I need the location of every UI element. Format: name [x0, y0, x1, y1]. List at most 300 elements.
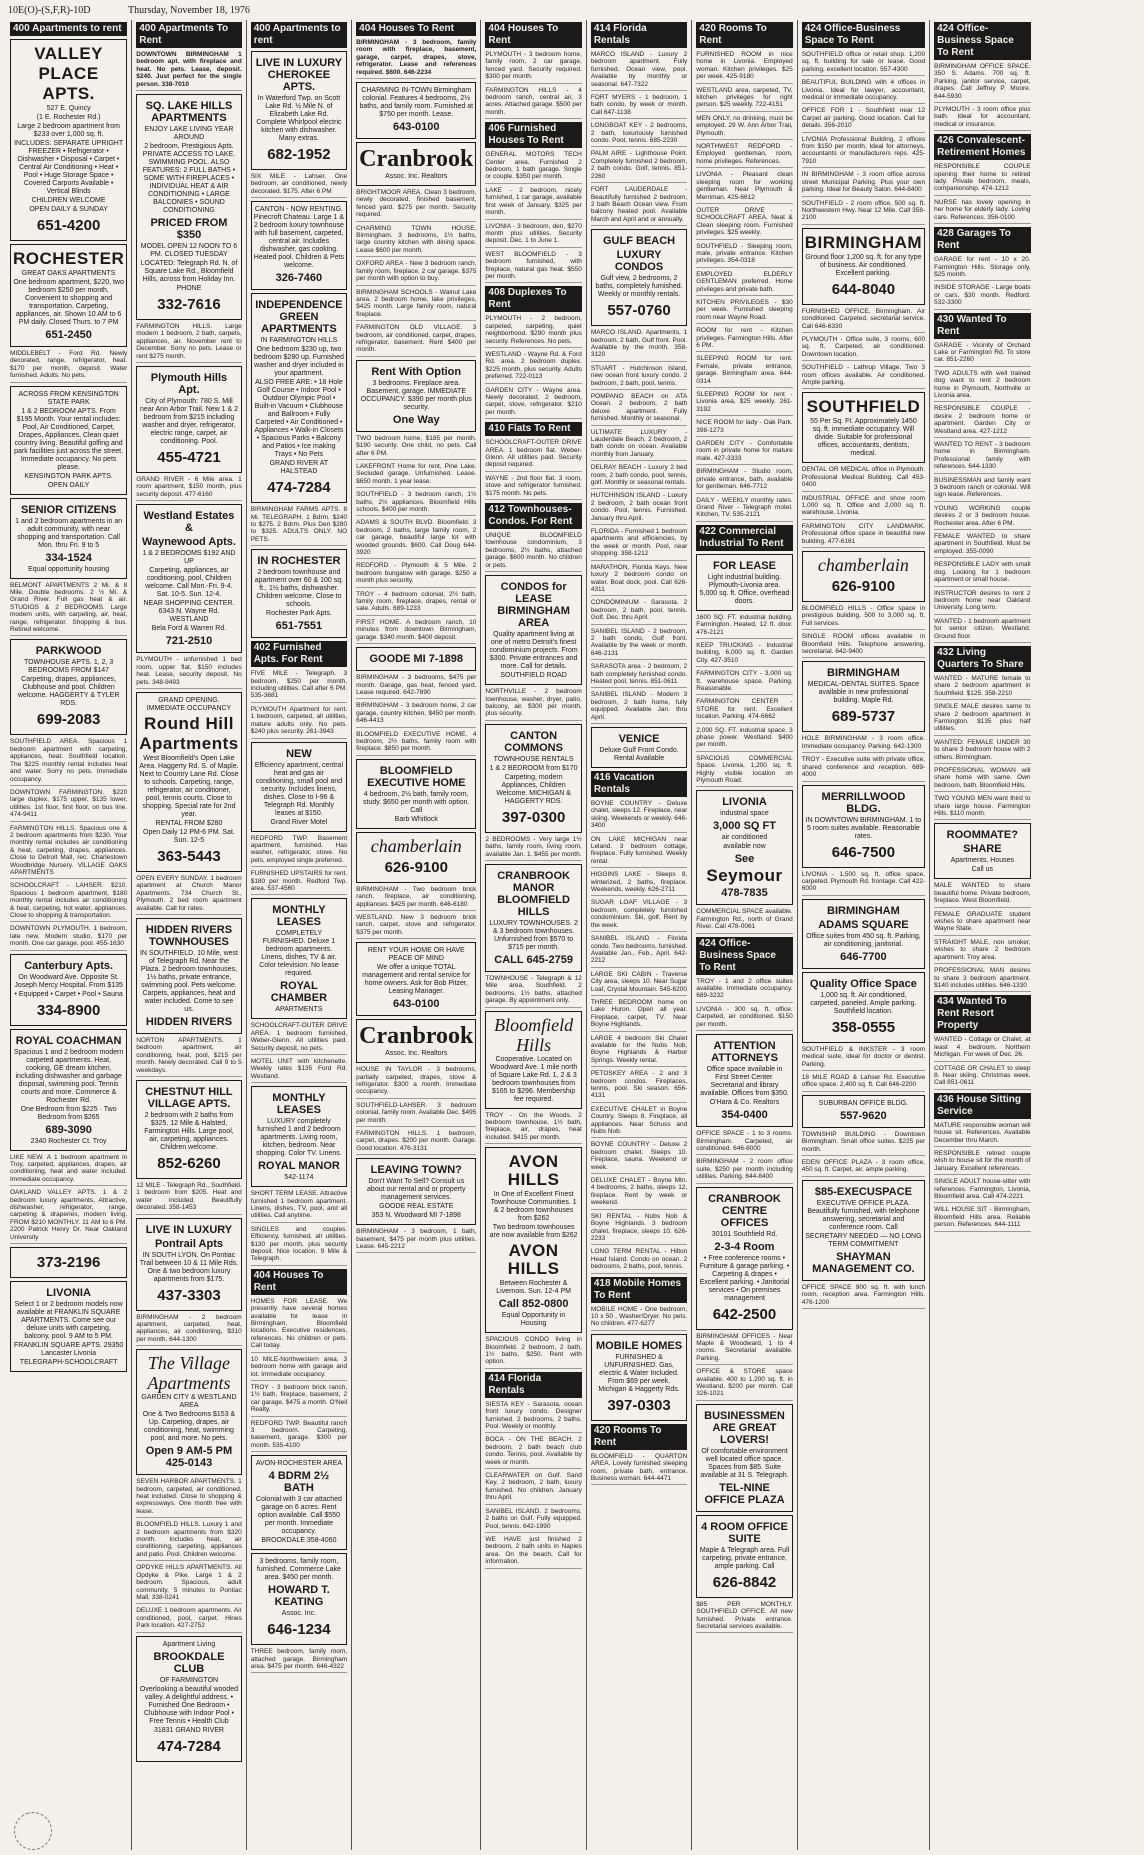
classified-ad: SCHOOLCRAFT - LAHSER. $210. Spacious 1 bedroom apartment, $180 monthly rental includes air conditioning & heat, carpeting, hot water, appliances. Close to shopping & transportation. [10, 882, 127, 922]
ad-line: 1 & 2 BEDROOM from $170 [489, 764, 578, 772]
classified-ad: OFFICE SPACE - 1 to 3 rooms. Birmingham. Carpeted, air conditioned. 646-8000 [696, 1130, 792, 1155]
classified-ad: RESPONSIBLE retired couple wish to house sit for the month of January. Excellent references. [934, 1150, 1030, 1175]
ad-line: Deluxe Gulf Front Condo. Rental Available [599, 747, 679, 762]
classified-ad: NORTHVILLE - 2 bedroom townhouse, washer, dryer, patio, balcony, air. $300 per month, plus security. [485, 688, 581, 721]
category-header: 420 Rooms To Rent [696, 22, 792, 48]
ad-line: Open Daily 12 PM-6 PM. Sat. Sun. 12-5 [143, 828, 235, 844]
classified-ad: FARMINGTON HILLS. 1 bedroom, carpet, drapes. $200 per month. Garage. Good location. 476-3131 [356, 1130, 476, 1155]
classified-ad: KEEP TRUCKING - Industrial building, 6,000 sq. ft. Garden City. 427-3510 [696, 642, 792, 667]
display-ad [251, 293, 347, 503]
column-1 [6, 20, 131, 1850]
ad-line: Quality Office Space [809, 977, 917, 990]
classified-ad: OXFORD AREA - New 3 bedroom ranch, family room, fireplace, 2 car garage. $375 per month with option to buy. [356, 260, 476, 285]
classified-ad: EMPLOYED ELDERLY GENTLEMAN preferred. Home privileges and private bath. [696, 271, 792, 296]
ad-phone: 474-7284 [267, 479, 331, 497]
category-header: 414 Florida Rentals [485, 1372, 581, 1398]
ad-line: SOUTHFIELD [806, 397, 921, 417]
classified-ad: SANIBEL ISLAND. 2 bedrooms, 2 baths on Gulf. Fully equipped. Pool, tennis. 642-1990 [485, 1508, 581, 1533]
classified-ad: LIVONIA - 300 sq. ft. office. Carpeted, air conditioned. $150 per month. [696, 1006, 792, 1031]
ad-phone: 397-0300 [501, 808, 566, 826]
ad-line: AVON HILLS [507, 1152, 560, 1190]
ad-line: • Free conference rooms • Furniture & garage parking. • Carpeting & drapes • Excellent parking. • Janitorial services • On premises management [699, 1254, 790, 1302]
display-ad [10, 639, 127, 735]
ad-line: ATTENTION ATTORNEYS [711, 1040, 778, 1065]
classified-ad: SARASOTA area - 2 bedroom, 2 bath completely furnished condo. Heated pool, tennis. 851-0611 [591, 663, 687, 688]
classified-ad: CONDOMINIUM - Sarasota. 2 bedroom, 2 bath, pool, tennis. Golf. Dec. thru April. [591, 599, 687, 624]
ad-line: SHAYMAN MANAGEMENT CO. [812, 1250, 915, 1275]
classified-ad: RESPONSIBLE LADY with small dog. Looking for 1 bedroom apartment or small house. [934, 561, 1030, 586]
ad-line: VALLEY [34, 44, 104, 63]
ad-line: Select 1 or 2 bedroom models now available at FRANKLIN SQUARE APARTMENTS. Come see our deluxe units with carpeting, balcony, pool. 9 AM to 5 PM. [14, 1301, 123, 1341]
ad-line: 646-7700 [840, 950, 887, 963]
classified-ad: DAILY - WEEKLY monthly rates. Grand River - Telegraph motel. Kitchen, TV. 535-2121 [696, 497, 792, 522]
ad-line: Maple & Telegraph area. Full carpeting, private entrance, ample parking. Call [699, 1546, 790, 1570]
ad-line: CRANBROOK CENTRE OFFICES [708, 1192, 781, 1229]
ad-line: RENT YOUR HOME OR HAVE PEACE OF MIND [367, 947, 465, 963]
ad-line: BLOOMFIELD EXECUTIVE HOME [367, 764, 466, 789]
classified-ad: REDFORD TWP. Basement apartment, furnished. Has washer, refrigerator, stove. No pets, employed single preferred. [251, 835, 347, 868]
ad-line: ROCHESTER [13, 249, 125, 268]
classified-ad: HOMES FOR LEASE. We presently have several homes available for lease in Birmingham, Bloomfield locations. Executive residences, references. No children or pets. Call today. [251, 1298, 347, 1353]
classified-ad: TWO YOUNG MEN want third to share large house. Farmington Hills. $110 month. [934, 795, 1030, 820]
ad-line: BIRMINGHAM [827, 904, 900, 917]
ad-line: Apartments [147, 1373, 231, 1394]
classified-ad: OPEN EVERY SUNDAY. 1 bedroom apartment at Church Manor Apartments. 734 Church St., Plymouth. 2 bed room apartment available. Call for rates. [136, 875, 241, 915]
category-header: 436 House Sitting Service [934, 1093, 1030, 1119]
classified-ad: INSIDE STORAGE - Large boats or cars, $30 month. Redford. 532-3300 [934, 284, 1030, 309]
ad-line: • Equipped • Carpet • Pool • Sauna [14, 990, 123, 998]
display-ad [136, 918, 241, 1034]
display-ad [10, 498, 127, 579]
classified-ad: ROOM for rent - Kitchen privileges. Farmington Hills. After 6 PM. [696, 327, 792, 352]
display-ad [356, 82, 476, 139]
classified-ad: OUTER DRIVE - SCHOOLCRAFT AREA. Neat & Clean sleeping room. Furnished privileges. $25 weekly. [696, 207, 792, 240]
ad-phone: 644-8040 [831, 280, 896, 298]
classified-ad: NORTON APARTMENTS. 1 bedroom apartment, air conditioning, heat, pool, $215 per month. Newly decorated. Call 9 to 5 weekdays. [136, 1037, 241, 1077]
classified-ad: 2,000 SQ. FT. industrial space. 3 phase power. Westland. $400 per month. [696, 727, 792, 752]
ad-line: AVON-ROCHESTER AREA [255, 1460, 343, 1468]
classified-ad: SOUTHFIELD AREA. Spacious 1 bedroom apartment with carpeting, appliances, heat. Southfield location. The $225 monthly rental includes heat and water. Sorry no pets. Immediate occupancy. [10, 738, 127, 785]
ad-line: Round Hill [143, 713, 234, 733]
display-ad [485, 724, 581, 833]
display-ad [136, 1636, 241, 1762]
display-ad [10, 1247, 127, 1278]
ad-line: GOODE MI 7-1898 [369, 653, 464, 666]
ad-line: TELEGRAPH-SCHOOLCRAFT [19, 1359, 118, 1367]
classified-ad: 18 MILE ROAD & Lahser Rd. Executive office space. 2,400 sq. ft. Call 646-2200 [802, 1074, 925, 1092]
ad-line: 542-1174 [284, 1174, 314, 1182]
classified-ad: LARGE 4 bedroom Ski Chalet available for the Nubs Nob, Boyne Highlands & Harbor Springs. Weekly rental. [591, 1035, 687, 1068]
ad-line: BROOKDALE CLUB [153, 1650, 225, 1675]
ad-line: IN SOUTHFIELD. 10 Mile, west of Telegraph Rd. Near the Plaza. 2 bedroom townhouses, 1½ baths, private entrance, swimming pool. Pets welcome. Carpets, appliances, heat and water included. Come to see us. [139, 949, 238, 1013]
ad-line: TOWNHOUSE RENTALS [493, 755, 574, 763]
classified-ad: TOWNSHIP BUILDING - Downtown Birmingham. Small office suites. $225 per month. [802, 1131, 925, 1156]
classified-ad: BLOOMFIELD HILLS - Office space in prestigious building. 500 to 3,000 sq. ft. Full services. [802, 605, 925, 630]
classified-ad: SANIBEL ISLAND - 2 bedroom, 2 bath condo, Gulf front. Available by the week or month. 646-2131 [591, 628, 687, 661]
display-ad [251, 1086, 347, 1187]
display-ad [485, 1011, 581, 1109]
classified-ad: FLORIDA - Furnished 1 bedroom apartments and efficiencies, by the week or month. Pool, near shopping. 358-1212 [591, 528, 687, 561]
ad-line: In Waterford Twp. on Scott Lake Rd. ½ Mile N. of Elizabeth Lake Rd. Complete Whirlpool electric kitchen with dishwasher. Many extras. [256, 95, 342, 142]
ad-line: ADAMS SQUARE [818, 918, 909, 931]
display-ad [696, 1187, 792, 1330]
masthead [8, 4, 1136, 18]
category-header: 426 Convalescent-Retirement Homes [934, 134, 1030, 160]
ad-line: ROYAL MANOR [257, 1160, 340, 1173]
ad-line: COMPLETELY FURNISHED. Deluxe 1 bedroom apartments. Linens, dishes, TV & air. Color television. No lease required. [259, 930, 339, 978]
display-ad [591, 1334, 687, 1421]
classified-ad: PLYMOUTH Apartment for rent. 1 bedroom, carpeted, all utilities, mature adults only. No pets. $240 plus security. 261-3943 [251, 706, 347, 739]
ad-line: GOODE REAL ESTATE [379, 1203, 454, 1211]
classified-ad: THREE bedroom, family room, attached garage. Birmingham area. $475 per month. 646-4322 [251, 1648, 347, 1673]
ad-line: SUBURBAN OFFICE BLDG. [818, 1099, 909, 1107]
ad-line: PHONE [176, 285, 202, 293]
ad-line: SECRETARY NEEDED — NO LONG TERM COMMITMENT [805, 1232, 922, 1248]
ad-line: CANTON - NOW RENTING. Pinecroft Chateau. Large 1 & 2 bedroom luxury townhouse with full basement, carpeted, central air. Includes dishwasher, gas cooking. Heated pool. Children & Pets welcome. [253, 206, 345, 270]
classified-ad: FURNISHED OFFICE, Birmingham. Air conditioned. Carpeted, secretarial service. Call 646-6330 [802, 308, 925, 333]
category-header: 412 Townhouses-Condos. For Rent [485, 503, 581, 529]
ad-line: CHARMING IN-TOWN Birmingham colonial. Features 4 bedrooms, 2½ baths, and family room. Furnished at $750 per month. Lease. [359, 87, 474, 119]
classified-ad: COTTAGE OR CHALET to sleep 8. Near skiing. Christmas week. Call 851-0611 [934, 1065, 1030, 1090]
ad-line: 4 BDRM 2½ BATH [268, 1470, 330, 1495]
classified-ad: MOBILE HOME - One bedroom, 10 x 50 , Washer/Dryer. No pets. No children. 477-6277 [591, 1306, 687, 1331]
ad-line: Equal Opportunity in Housing [501, 1312, 566, 1328]
classified-ad: MATURE responsible woman will house sit. References. Available December thru March. [934, 1122, 1030, 1147]
classified-ad: TROY - 1 and 2 office suites available. Immediate occupancy. 689-3232 [696, 978, 792, 1003]
classified-ad: DOWNTOWN FARMINGTON. $220 large duplex, $175 upper, $135 lower, utilities. 1st floor, first floor, on bus line. 474-9411 [10, 789, 127, 822]
classified-ad: THREE BEDROOM home on Lake Huron. Open all year. Fireplace, carpet, TV. Near Boyne Highlands. [591, 999, 687, 1032]
ad-phone: 646-7500 [831, 843, 896, 861]
column-9 [929, 20, 1034, 1850]
ad-line: Assoc. Inc. [281, 1610, 317, 1618]
classified-ad: BIRMINGHAM - 3 bedroom, family room with fireplace, basement, garage, carpet, drapes, stove, refrigerator. Lease and references required. $600. 646-2234 [356, 39, 476, 79]
ad-line: HIDDEN RIVERS TOWNHOUSES [145, 923, 233, 948]
classified-ad: HIGGINS LAKE - Sleeps 8, winterized, 2 baths, fireplace. Weekends, weekly. 626-2711 [591, 871, 687, 896]
category-header: 404 Houses To Rent [356, 22, 476, 36]
ad-phone: 852-6260 [157, 1154, 221, 1172]
classified-ad: MARCO ISLAND. Apartments, 1 bedroom, 2 bath, Gulf front. Pool. Available by the month. 358-3120 [591, 329, 687, 362]
classified-ad: CHARMING TOWN HOUSE, Birmingham. 3 bedrooms, 1½ baths, large country kitchen with dining space. Lease $600 per month. [356, 225, 476, 258]
classified-ad: DELRAY BEACH - Luxury 2 bed room, 2 bath condo, pool, tennis, golf. Monthly or seasonal rentals. [591, 464, 687, 489]
ad-phone: 557-0760 [607, 302, 671, 320]
classified-ad: DENTAL OR MEDICAL office in Plymouth. Professional Medical Building. Call 453-0400 [802, 466, 925, 491]
ad-line: Rochester Park Apts. [266, 610, 332, 618]
ad-line: Waynewood Apts. [142, 536, 236, 549]
ad-phone: 332-7616 [157, 296, 221, 314]
ad-line: PRICED FROM $350 [150, 217, 228, 242]
ad-line: TOWNHOUSE APTS. 1, 2, 3 BEDROOMS FROM $147 [23, 659, 114, 675]
ad-line: Plymouth Hills Apt. [150, 372, 228, 397]
ad-line: 2 bedroom, Prestigious Apts. PRIVATE ACCESS TO LAKE. SWIMMING POOL. ALSO FEATURES: 2 FULL BATHS • SOME WITH FIREPLACES • INDIVIDUAL HEAT & AIR CONDITIONING • LARGE BALCONIES • SOUND CONDITIONING [142, 143, 236, 215]
ad-phone: 397-0303 [607, 1396, 671, 1414]
ad-line: MONTHLY LEASES [272, 904, 326, 929]
classified-ad: SOUTHFIELD - Lathrup Village. Two 3 room offices available. Air conditioned. Ample parking. [802, 364, 925, 389]
classified-ad: PROFESSIONAL WOMAN will share home with same. Own bedroom, bath. Bloomfield Hills. [934, 767, 1030, 792]
ad-phone: 626-8842 [712, 1573, 777, 1591]
ad-line: 4 ROOM OFFICE SUITE [701, 1520, 788, 1545]
classified-ad: EXECUTIVE CHALET in Boyne Country. Sleeps 8. Fireplace, all appliances. Near Schuss and Nubs Nob. [591, 1106, 687, 1139]
ad-line: Grand River Motel [270, 818, 328, 826]
category-header: 414 Florida Rentals [591, 22, 687, 48]
ad-line: CALL 645-2759 [494, 953, 573, 966]
ad-line: Spacious 1 and 2 bedroom modern carpeted apartments. Heat, cooking, GE dream kitchen, including dishwasher and garbage disposal, swimming pool. Tennis courts and more. Commerce & Rochester Rd. [13, 1048, 124, 1104]
category-header: 400 Apartments to rent [10, 22, 127, 36]
ad-line: APTS. [42, 84, 95, 103]
classified-ad: ON LAKE MICHIGAN near Leland. 3 bedroom cottage, fireplace. Fully furnished. Weekly rental. [591, 836, 687, 869]
ad-line: 2 bedroom townhouse and apartment over 60 & 100 sq. ft., 1½ baths, dishwasher. Children welcome. Close to schools. [254, 569, 344, 609]
ad-line: LIVE IN LUXURY [145, 1223, 233, 1236]
display-ad [251, 1455, 347, 1550]
classified-ad: LONG TERM RENTAL - Hilton Head Island. Condo on ocean. 2 bedrooms, 2 baths, pool, tennis. [591, 1248, 687, 1273]
classified-ad: REDFORD - Plymouth & 5 Mile. 2 bedroom bungalow with garage. $250 a month plus security. [356, 562, 476, 587]
ad-line: MERRILLWOOD BLDG. [821, 790, 906, 815]
classified-ad: HOUSE IN TAYLOR - 3 bedrooms, partially carpeted, drapes, stove & refrigerator. $300 a month. Immediate occupancy. [356, 1066, 476, 1099]
ad-line: GRAND OPENING. IMMEDIATE OCCUPANCY [146, 696, 232, 712]
ad-line: CHESTNUT HILL VILLAGE APTS. [145, 1085, 233, 1110]
display-ad [802, 1180, 925, 1281]
ad-line: Seymour [706, 866, 783, 886]
ad-phone: 474-7284 [157, 1737, 221, 1755]
category-header: 404 Houses To Rent [251, 1269, 347, 1295]
classified-ad: BIRMINGHAM FARMS APTS. 8 Mi. TELEGRAPH. 1 Bdrm. $240 to $275. 2 Bdrm. Plus Den $280 to $325. ADULTS ONLY. NO PETS. [251, 506, 347, 546]
ad-line: LUXURY TOWNHOUSES. 2 & 3 bedroom townhouses. Unfurnished from $570 to $715 per month. [489, 919, 578, 951]
ad-line: (1 E. Rochester Rd.) [36, 114, 101, 121]
display-ad [10, 386, 127, 495]
category-header: 410 Flats To Rent [485, 422, 581, 436]
ad-line: Bela Ford & Warren Rd. [151, 625, 227, 633]
ad-line: LUXURY completely furnished 1 and 2 bedroom apartments. Living room, kitchen, bedroom. Near shopping. Color TV. Linens. [256, 1118, 342, 1158]
classified-ad: PLYMOUTH - 2 bedroom, carpeted, carpeting, quiet neighborhood. $290 month plus security. References. No pets. [485, 315, 581, 348]
display-ad [485, 1147, 581, 1333]
ad-line: FURNISHED & UNFURNISHED. Gas, electric & Water Included. From $69 per week. Michigan & Haggerty Rds. [598, 1353, 680, 1393]
section-code: 10E(O)-(S,F,R)-10D [8, 5, 91, 16]
ad-line: Overlooking a beautiful wooded valley. A delightful address. • Furnished One Bedroom • Clubhouse with Indoor Pool • Free Tennis • Health Club [139, 1685, 238, 1725]
display-ad [485, 575, 581, 685]
classified-ad: MIDDLEBELT - Ford Rd. Newly decorated, range, refrigerator, heat. $170 per month, deposit. Water furnished. Adults. No pets. [10, 350, 127, 383]
classified-ad: RESPONSIBLE COUPLE - desire 2 bedroom home or apartment. Garden City or Westland area. 427-1212 [934, 405, 1030, 438]
ad-line: LIVE IN LUXURY CHEROKEE APTS. [255, 57, 343, 93]
ad-line: 1 and 2 bedroom apartments in an adult community, with near shopping and transportation. Call Mon. thru Fri. 9 to 5 [15, 517, 123, 549]
ad-line: Equal opportunity housing [28, 565, 110, 573]
display-ad [591, 727, 687, 768]
display-ad [251, 549, 347, 638]
display-ad [356, 832, 476, 883]
ad-line: SOUTHFIELD ROAD [500, 672, 567, 680]
classified-ad: FARMINGTON OLD VILLAGE. 3 bedroom, air conditioned, carpet, drapes, refrigerator, basement. Rent $400 per month. [356, 324, 476, 357]
ad-line: Office suites from 450 sq. ft. Parking, air conditioning, janitorial. [806, 932, 921, 948]
display-ad [136, 1218, 241, 1311]
ad-line: 651-2450 [45, 329, 92, 341]
ad-line: ROOMMATE? [946, 829, 1018, 842]
classified-ad: FIVE MILE - Telegraph. 3 bedroom, $250 per month, including utilities. Call after 6 PM. 535-3681 [251, 670, 347, 703]
category-header: 420 Rooms To Rent [591, 1424, 687, 1450]
classified-ad: SOUTHFIELD-LAHSER. 3 bedroom colonial, family room. Available Dec. $495 per month. [356, 1102, 476, 1127]
classified-ad: LIVONIA - 3 bedroom, den, $270 month plus utilities. Security deposit. Dec. 1 to June 1. [485, 223, 581, 248]
classified-ad: CLEARWATER on Gulf. Sand Key. 2 bedroom, 2 bath, luxury furnished. No children. January thru April. [485, 1472, 581, 1505]
ad-line: 478-7835 [721, 887, 768, 900]
display-ad [356, 1019, 476, 1063]
ad-line: LUXURY CONDOS [614, 249, 664, 274]
classified-ad: GARDEN CITY - Comfortable room in private home for mature male. 427-3333 [696, 440, 792, 465]
classified-ad: SEVEN HARBOR APARTMENTS. 1 bedroom, carpeted, air conditioned, heat included. Close to shopping & expressways. One month free with lease. [136, 1478, 241, 1518]
display-ad [802, 228, 925, 305]
column-8 [797, 20, 929, 1850]
ad-line: GREAT OAKS APARTMENTS [21, 270, 116, 277]
classified-ad: 1600 SQ. FT. industrial building. Farmington. Heated, 12 ft. door. 476-2121 [696, 614, 792, 639]
ad-line: One Way [392, 413, 440, 426]
display-ad [696, 554, 792, 611]
ad-line: 2 bedroom with 2 baths from $325. 12 Mile & Halsted, Farmington Hills. Large pool, air, carpeting, appliances. Children welcome. [144, 1111, 234, 1151]
classified-ad: SPACIOUS CONDO living in Bloomfield. 2 bedroom, 2 bath, 1½ baths, $250. Rent with option. [485, 1336, 581, 1369]
classified-ad: SHORT TERM LEASE. Attractive furnished 1 bedroom apartment. Linens, dishes, TV, pool, and all utilities. Call anytime. [251, 1190, 347, 1223]
ad-line: Carpeting, drapes, appliances, Clubhouse and pool. Children welcome. HAGGERTY & TYLER RDS. [17, 676, 120, 708]
display-ad [802, 551, 925, 602]
classified-ad: SANIBEL ISLAND - Florida condo. Two bedrooms, furnished. Available Jan., Feb., April. 642-2212 [591, 935, 687, 968]
classified-ad: MEN ONLY, no drinking, must be employed. 29 W. Ann Arbor Trail, Plymouth. [696, 115, 792, 140]
classified-ad: WE HAVE just finished 2 bedroom, 2 bath units in Naples area. On the beach. Call for information. [485, 1536, 581, 1569]
ad-line: industrial space [720, 810, 769, 818]
classified-ad: TROY - 4 bedroom colonial, 2½ bath, family room, fireplace, drapes, rental or sale. Adults. 689-1233 [356, 591, 476, 616]
classified-ad: SUGAR LOAF VILLAGE - 3 bedroom, completely furnished condominium. Ski, golf. Rent by the week. [591, 899, 687, 932]
classified-ad: MOTEL UNIT with kitchenette. Weekly rates $135 Ford Rd. Westland. [251, 1058, 347, 1083]
classified-ad: FARMINGTON HILLS. Large modern 1 bedroom, 2 bath, carpets, appliances, air. November rent to December. Sorry no pets. Lease or rent $275 month. [136, 323, 241, 363]
ad-line: IN ROCHESTER [257, 555, 341, 568]
ad-phone: 437-3303 [157, 1286, 221, 1304]
category-header: 424 Office-Business Space To Rent [934, 22, 1030, 60]
ad-line: MOBILE HOMES [595, 1339, 683, 1352]
column-5 [480, 20, 585, 1850]
ad-line: HIDDEN RIVERS [145, 1015, 233, 1028]
ad-line: One & Two Bedrooms $153 & Up. Carpeting, drapes, air conditioning, heat, swimming pool, and more. No pets. [142, 1411, 236, 1443]
classified-ad: BIRMINGHAM - 3 bedroom home, 2 car garage, country kitchen, $450 per month. 646-4413 [356, 702, 476, 727]
ad-phone: 626-9100 [384, 858, 448, 876]
display-ad [356, 759, 476, 829]
classified-ad: BUSINESSMAN and family want 3 bedroom ranch or colonial. Will sign lease. References. [934, 477, 1030, 502]
ad-line: 326-7460 [275, 272, 323, 285]
ad-line: Call us [971, 866, 994, 874]
ad-line: 1 & 2 BEDROOMS $192 AND UP [142, 550, 236, 566]
ad-line: 354-0400 [721, 1109, 768, 1122]
ad-line: CHILDREN WELCOME [31, 197, 106, 204]
display-ad [802, 972, 925, 1043]
display-ad [136, 366, 241, 473]
ad-line: 643-0100 [393, 121, 440, 134]
display-ad [10, 1281, 127, 1372]
display-ad [802, 899, 925, 969]
ad-line: Cranbrook [359, 1023, 474, 1050]
ad-line: TEL-NINE OFFICE PLAZA [704, 1481, 785, 1506]
ad-line: 651-7551 [275, 620, 323, 633]
classified-ad: WANTED TO RENT - 3 bedroom home in Birmingham. Professional family with references. 644-1330 [934, 441, 1030, 474]
classified-ad: BLOOMFIELD EXECUTIVE HOME. 4 bedroom, 2½ baths, family room with fireplace. $850 per month. [356, 731, 476, 756]
category-header: 402 Furnished Apts. For Rent [251, 641, 347, 667]
ad-line: ROYAL COACHMAN [15, 1034, 122, 1047]
ad-line: Quality apartment living at one of metro Detroit's finest condominium projects. From $300. Private entrances and more. Call for details. [489, 631, 578, 671]
display-ad [485, 864, 581, 972]
classified-ad: SINGLE ADULT house-sitter with references. Farmington, Livonia, Bloomfield area. Call 474-2221 [934, 1178, 1030, 1203]
ad-line: One bedroom apartment, $220, two bedroom $250 per month. Convenient to shopping and transportation. Carpeting, appliances, air. Shown 10 AM to 6 PM daily. Closed Thurs. to 7 PM [13, 279, 124, 326]
ad-phone: 358-0555 [831, 1018, 896, 1036]
display-ad [251, 51, 347, 170]
ad-line: MONTHLY LEASES [272, 1092, 326, 1117]
ad-line: Don't Want To Sell? Consult us about our rental and or property management services. [367, 1178, 466, 1202]
ad-line: BROOKDALE 358-4060 [261, 1537, 337, 1545]
ad-line: RENTAL FROM $280 [155, 819, 223, 827]
ad-line: Ground floor 1,200 sq. ft. for any type of business. Air conditioned. Excellent parking. [805, 253, 922, 277]
ad-line: 334-1524 [45, 551, 92, 564]
ad-line: chamberlain [370, 835, 462, 856]
display-ad [696, 790, 792, 905]
ad-line: IN DOWNTOWN BIRMINGHAM. 1 to 5 room suites available. Reasonable rates. [805, 816, 922, 840]
display-ad [10, 244, 127, 347]
ad-line: 30101 Southfield Rd. [711, 1230, 778, 1238]
classified-ad: TWO ADULTS with well trained dog want to rent 2 bedroom home in Plymouth, Northville or Livonia area. [934, 370, 1030, 403]
classified-ad: RESPONSIBLE COUPLE opening their home to retired lady. Private bedroom, meals, companionship. 474-1212 [934, 163, 1030, 196]
ad-line: 4 bedroom, 2½ bath, family room, study. $650 per month with option. Call [363, 790, 470, 814]
ad-line: KENSINGTON PARK APTS. [24, 472, 113, 480]
classified-ad: OFFICE & STORE space available. 400 to 1,200 sq. ft. in Westland. $200 per month. Call 326-1021 [696, 1368, 792, 1401]
ad-line: Rent With Option [371, 365, 462, 378]
classified-ad: PETOSKEY AREA - 2 and 3 bedroom condos. Fireplaces, tennis, pool. Ski season. 656-4131 [591, 1070, 687, 1103]
category-header: 422 Commercial Industrial To Rent [696, 525, 792, 551]
display-ad [696, 1515, 792, 1598]
classified-ad: 10 MILE-Northwestern area. 3 bedroom home with garage and lot. Immediate occupancy. [251, 1356, 347, 1381]
classified-ad: WESTLAND - Wayne Rd. & Ford Rd. area. 2 bedroom duplex. $225 month, plus security. Adults preferred. 722-0113 [485, 351, 581, 384]
display-ad [10, 1029, 127, 1151]
display-ad [802, 785, 925, 868]
ad-phone: 689-5737 [831, 708, 896, 726]
ad-line: Assoc. Inc. Realtors [385, 173, 448, 181]
issue-date: Thursday, November 18, 1976 [128, 5, 250, 16]
classified-ad: GARAGE for rent - 10 x 20. Farmington Hills. Storage only. $25 month. [934, 256, 1030, 281]
classified-ad: MARATHON, Florida Keys. New luxury 2 bedroom condo on water. Boat dock, pool. Call 626-4311 [591, 564, 687, 597]
classified-ad: BIRMINGHAM OFFICE SPACE. 350 S. Adams. 700 sq. ft. Parking, janitor service, carpet, drapes. Call Jeffrey P. Moore. 644-5930 [934, 63, 1030, 103]
display-ad [934, 823, 1030, 879]
ad-line: 689-3090 [45, 1123, 92, 1136]
classified-ad: LIVONIA Professional Building, 2 offices from $150 per month. Ideal for attorneys, accountants or manufacturers reps. 425-7910 [802, 136, 925, 169]
classified-ad: WESTLAND area, carpeted, TV, kitchen privileges for right person. $25 weekly. 722-4151 [696, 87, 792, 112]
column-6 [586, 20, 691, 1850]
ad-line: See [734, 853, 755, 866]
classified-ad: UNIQUE BLOOMFIELD townhouse condominium, 3 bedrooms, 2½ baths, attached garage. $600 month. No children or pets. [485, 532, 581, 572]
ad-line: chamberlain [817, 555, 909, 576]
ad-line: 721-2510 [165, 635, 213, 648]
classified-ad: ULTIMATE LUXURY - Lauderdale Beach. 2 bedroom, 2 bath condo on ocean. Available monthly from January. [591, 429, 687, 462]
classified-ad: TROY - 3 bedroom brick ranch, 1½ bath, fireplace, basement, 2 car garage, $475 a month. O'Neil Realty. [251, 1384, 347, 1417]
classified-ad: FEMALE GRADUATE student wishes to share apartment near Wayne State. [934, 911, 1030, 936]
classified-ad: STRAIGHT MALE, non smoker, wishes to share 2 bedroom apartment. Troy area. [934, 939, 1030, 964]
classified-ad: REDFORD TWP. Beautiful ranch 3 bedroom. Carpeting, basement, garage. $300 per month. 535-4100 [251, 1420, 347, 1453]
ad-line: 3 bedrooms, family room, furnished. Commerce Lake area. $450 per month. [256, 1558, 341, 1582]
classified-ad: SPACIOUS COMMERCIAL Space. Livonia. 1,200 sq. ft. Highly visible location on Plymouth Road. [696, 755, 792, 788]
ad-phone: 642-2500 [712, 1305, 777, 1323]
ad-line: Open 9 AM-5 PM 425-0143 [145, 1445, 233, 1470]
classified-ad: SLEEPING ROOM for rent - Livonia area, $25 weekly. 261-3192 [696, 391, 792, 416]
classified-ad: TROY - On the Woods. 2 bedroom townhouse, 1½ bath, fireplace, air, drapes, heat included. $415 per month. [485, 1112, 581, 1145]
ad-line: ENJOY LAKE LIVING YEAR AROUND [144, 126, 234, 142]
classified-ad: POMPANO BEACH on ATA Ocean. 2 bedroom, 2 bath deluxe apartment. Fully furnished. Monthly or seasonal. [591, 393, 687, 426]
classified-ad: WANTED - MATURE female to share 2 bedroom apartment in Southfield. $125. 358-2210 [934, 675, 1030, 700]
classified-ad: SOUTHFIELD - 3 bedroom ranch, 1½ baths, 2½ appliances. Bloomfield Hills schools. $400 per month. [356, 491, 476, 516]
classified-ad: BOCA - ON THE BEACH. 2 bedroom, 2 bath beach club condo. Tennis, pool. Available by week or month. [485, 1436, 581, 1469]
display-ad [10, 954, 127, 1026]
ad-line: LEAVING TOWN? [370, 1164, 462, 1177]
display-ad [251, 1553, 347, 1645]
ad-line: 3 bedrooms. Fireplace area. Basement, garage. IMMEDIATE OCCUPANCY. $390 per month plus security. [360, 379, 472, 411]
classified-ad: BIRMINGHAM OFFICES - Near Maple & Woodward, 1 to 4 rooms. Secretarial available. Parking. [696, 1333, 792, 1366]
display-ad [356, 647, 476, 671]
classified-ad: GENERAL MOTORS TECH Center area. Furnished 2 bedroom, 1 bath garage. Single or couple. $350 per month. [485, 151, 581, 184]
